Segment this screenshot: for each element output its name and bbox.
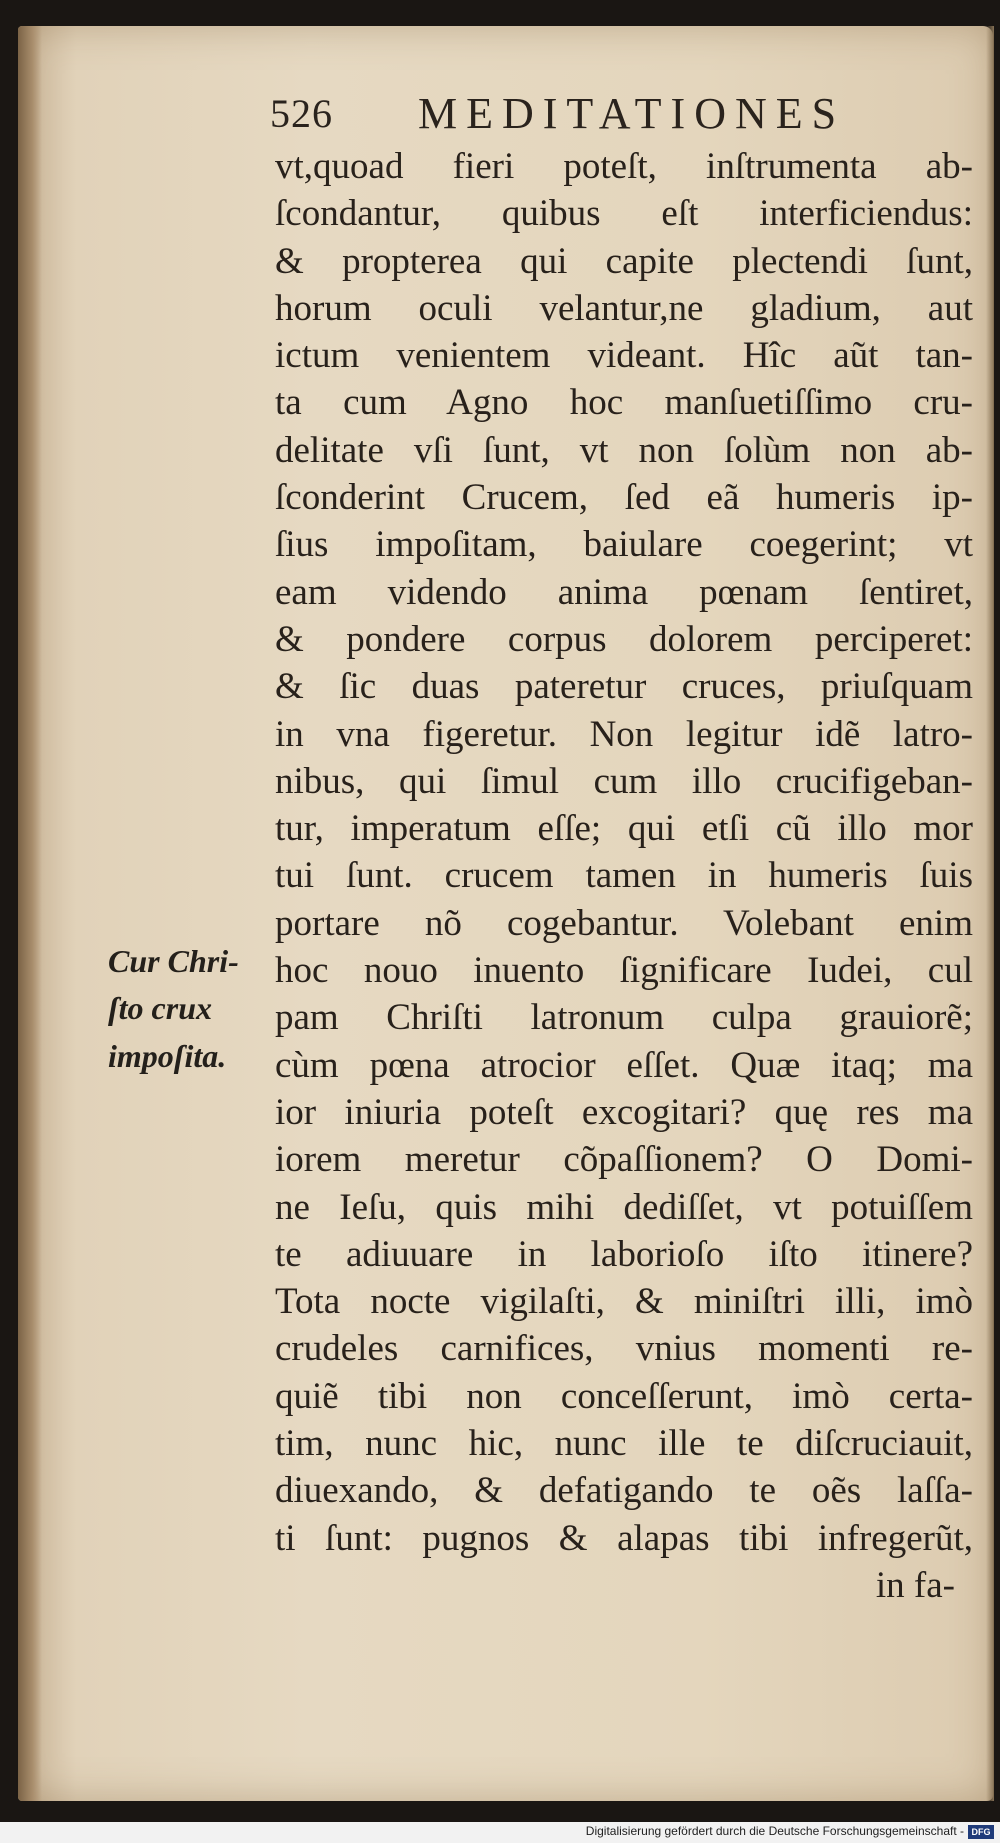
page-number: 526 [270, 91, 333, 136]
text-line: horum oculi velantur,ne gladium, aut [275, 287, 973, 329]
text-line: & ſic duas pateretur cruces, priuſquam [275, 666, 973, 708]
text-line: vt,quoad fieri poteſt, inſtrumenta ab- [275, 146, 973, 187]
text-line: ſconderint Crucem, ſed eã humeris ip- [275, 477, 973, 519]
text-line: & pondere corpus dolorem perciperet: [275, 618, 973, 660]
text-line: iorem meretur cõpaſſionem? O Domi- [275, 1139, 973, 1181]
dfg-logo-icon: DFG [968, 1825, 994, 1839]
page-gutter-shadow [18, 26, 42, 1801]
marginal-note-line: ſto crux [108, 990, 212, 1027]
text-line: tui ſunt. crucem tamen in humeris ſuis [275, 855, 973, 897]
text-line: diuexando, & defatigando te oẽs laſſa- [275, 1470, 973, 1512]
marginal-note [108, 938, 268, 1080]
text-line: ſius impoſitam, baiulare coegerint; vt [275, 524, 973, 566]
text-line: hoc nouo inuento ſignificare Iudei, cul [275, 950, 973, 992]
text-line: eam videndo anima pœnam ſentiret, [275, 571, 973, 613]
text-line: ta cum Agno hoc manſuetiſſimo cru- [275, 382, 973, 424]
footer-credit: Digitalisierung gefördert durch die Deutsche Forschungsgemeinschaft - [585, 1824, 964, 1838]
text-line: ne Ieſu, quis mihi dediſſet, vt potuiſſem [275, 1186, 973, 1228]
text-line: crudeles carnifices, vnius momenti re- [275, 1328, 973, 1370]
text-line: & propterea qui capite plectendi ſunt, [275, 240, 973, 282]
page-edge-shadow [986, 26, 994, 1801]
marginal-note-line: impoſita. [108, 1037, 227, 1074]
text-line: ictum venientem videant. Hîc aũt tan- [275, 335, 973, 377]
running-title: MEDITATIONES [418, 89, 846, 138]
text-line: pam Chriſti latronum culpa grauiorẽ; [275, 997, 973, 1039]
text-line: tur, imperatum eſſe; qui etſi cũ illo mor [275, 808, 973, 850]
text-line: ſcondantur, quibus eſt interficiendus: [275, 193, 973, 235]
page-header [270, 88, 920, 146]
text-line: in fa- [875, 1564, 955, 1606]
text-line: nibus, qui ſimul cum illo crucifigeban- [275, 760, 973, 802]
text-line: tim, nunc hic, nunc ille te diſcruciauit, [275, 1423, 973, 1465]
text-line: portare nõ cogebantur. Volebant enim [275, 902, 973, 944]
marginal-note-line: Cur Chri- [108, 943, 239, 979]
text-line: delitate vſi ſunt, vt non ſolùm non ab- [275, 429, 973, 471]
digitization-footer [0, 1822, 1000, 1843]
text-line: ior iniuria poteſt excogitari? quę res ma [275, 1091, 973, 1133]
text-line: te adiuuare in laborioſo iſto itinere? [275, 1233, 973, 1275]
text-line: ti ſunt: pugnos & alapas tibi infregerũt, [275, 1517, 973, 1559]
text-line: quiẽ tibi non conceſſerunt, imò certa- [275, 1375, 973, 1417]
text-line: cùm pœna atrocior eſſet. Quæ itaq; ma [275, 1044, 973, 1086]
text-line: Tota nocte vigilaſti, & miniſtri illi, imò [275, 1281, 973, 1323]
text-line: in vna figeretur. Non legitur idẽ latro- [275, 713, 973, 755]
body-text [275, 143, 973, 1609]
